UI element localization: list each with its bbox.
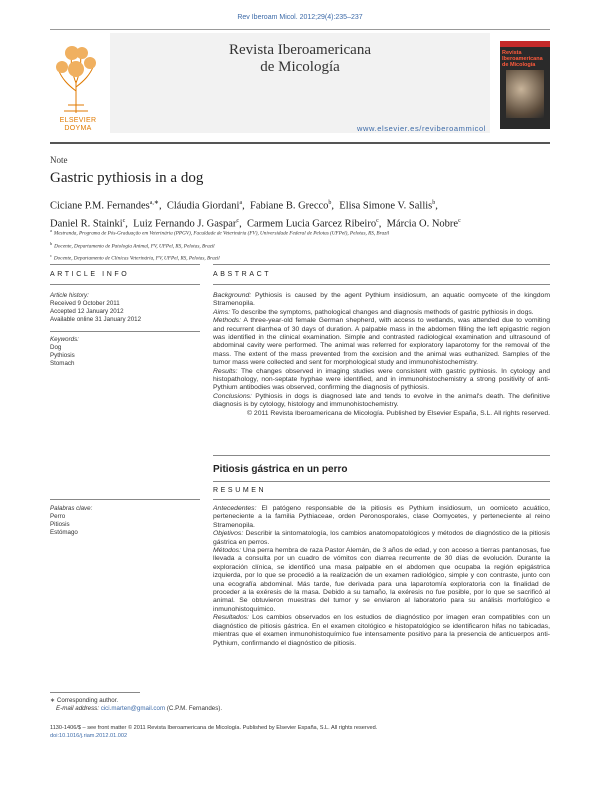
resumen-antecedentes-label: Antecedentes:	[213, 505, 257, 512]
keywords-rule	[50, 331, 200, 332]
author-affil-marker[interactable]: a,∗	[149, 200, 159, 206]
abstract-conclusions	[213, 393, 550, 410]
affiliation-label: a	[50, 228, 52, 233]
abstract-results-label: Results:	[213, 367, 238, 375]
affiliation-label: c	[50, 253, 52, 259]
author-name: Fabiane B. Grecco	[249, 200, 329, 212]
resumen-metodos-text: Una perra hembra de raza Pastor Alemán, de 3 años de edad, y con acceso a tierras pantanosas, fue llevada a consulta por un cuadro de vómitos con diarrea recurrente de 30 días de evolución. Durante la exploración clínica, se identificó una masa palpable en el abdomen que ocupaba la región epigástrica izquierda, por lo que se procedió a la realización de un examen radiológico, simple y con contraste, junto con una ecografía abdominal. Más tarde, fue derivada para una laparotomía exploratoria con la finalidad de proceder a la exéresis de la masa. Debido a su tamaño, la exéresis no fue posible, por lo que se sacrificó al animal. Se obtuvieron muestras del tumor y se enviaron al laboratorio para su análisis morfológico e inmunohistoquímico.	[213, 547, 551, 613]
spanish-keyword-item: Estómago	[50, 529, 78, 536]
header-top-rule	[50, 29, 550, 30]
resumen-metodos-label: Métodos:	[213, 547, 241, 555]
spanish-keyword-item: Perro	[50, 513, 66, 520]
journal-title-line1: Revista Iberoamericana	[228, 42, 371, 58]
journal-reference[interactable]: Rev Iberoam Micol. 2012;29(4):235–237	[237, 14, 363, 21]
abstract-background-text: Pythiosis is caused by the agent Pythium insidiosum, an aquatic oomycete of the kingdom Stramenopila.	[213, 292, 550, 308]
journal-cover-band	[500, 41, 550, 47]
page-footer	[50, 724, 377, 740]
author-name: Cláudia Giordani	[166, 200, 240, 212]
author-affil-marker[interactable]: c	[122, 217, 126, 224]
abstract-conclusions-label: Conclusions:	[213, 392, 252, 400]
corresponding-marker: ∗	[50, 697, 56, 704]
article-info-top-rule	[50, 264, 200, 265]
author-name: Elisa Simone V. Sallis	[339, 200, 433, 212]
affiliation-text: Mestranda, Programa de Pós-Graduação em Veterinária (PPGV), Faculdade de Veterinária (FV), Universidade Federal de Pelotas (UFPel), Pelotas, RS, Brazil	[53, 230, 390, 237]
publisher-logo-text	[50, 117, 106, 133]
author-affil-marker[interactable]: c	[458, 217, 461, 224]
abstract-methods-label: Methods:	[213, 317, 241, 325]
corresponding-author-note	[50, 697, 222, 713]
article-info-heading: ARTICLE INFO	[50, 271, 130, 278]
history-accepted: Accepted 12 January 2012	[50, 308, 124, 315]
journal-cover-image	[506, 70, 544, 118]
header-bottom-rule	[50, 142, 550, 144]
keyword-item: Stomach	[50, 360, 75, 367]
author-name: Carmem Lucia Garcez Ribeiro	[246, 218, 377, 229]
keyword-item: Pythiosis	[50, 352, 75, 359]
author-name: Luiz Fernando J. Gaspar	[133, 218, 237, 229]
author-affil-marker[interactable]: c	[236, 217, 240, 224]
abstract-aims-text: To describe the symptoms, pathological changes and diagnosis methods of gastric pythiosis in dogs.	[231, 308, 534, 316]
keyword-item: Dog	[50, 344, 62, 351]
author-affil-marker[interactable]: b	[432, 200, 436, 206]
journal-title-line2: de Micología	[260, 59, 340, 75]
email-label: E-mail address:	[56, 705, 99, 712]
resumen-metodos	[213, 547, 550, 614]
email-owner: (C.P.M. Fernandes).	[166, 705, 223, 712]
spanish-title-top-rule	[213, 455, 550, 456]
resumen-objetivos-label: Objetivos:	[213, 530, 244, 538]
article-type: Note	[50, 155, 68, 165]
article-title: Gastric pythiosis in a dog	[50, 170, 204, 186]
author-line-1: Ciciane P.M. Fernandes$^{a,∗}$, Cláudia Giordani$^a$, Fabiane B. Grecco$^b$, Elisa Simone V. Sallis$^b$,	[50, 200, 438, 212]
resumen-antecedentes-text: El patógeno responsable de la pitiosis es Pythium insidiosum, un oomiceto acuático, perteneciente a la familia Pythiaceae, orden Peronosporales, clase Oomycetes, y perteneciente al reino Stramenopila.	[213, 505, 550, 529]
resumen-objetivos	[213, 530, 550, 547]
doi-link[interactable]: doi:10.1016/j.riam.2012.01.002	[50, 733, 128, 739]
author-affil-marker[interactable]: c	[376, 217, 379, 224]
keywords-heading: Keywords:	[50, 336, 79, 343]
abstract-aims-label: Aims:	[213, 308, 230, 316]
spanish-keywords-heading: Palabras clave:	[50, 505, 93, 512]
resumen-sub-rule	[213, 499, 550, 500]
article-info-sub-rule	[50, 284, 200, 285]
resumen-heading: RESUMEN	[213, 487, 267, 494]
elsevier-tree-logo-icon	[50, 41, 102, 117]
affiliation-item	[50, 226, 570, 239]
abstract-sub-rule	[213, 284, 550, 285]
corresponding-author-line	[50, 697, 222, 705]
affiliations	[50, 226, 570, 264]
keywords	[50, 336, 200, 368]
abstract-results-text: The changes observed in imaging studies were consistent with gastric pythiosis. In cytology and histopathology, non-septate hyphae were identified, and in immunohistochemistry a strong positivity of anti-Pythium antibodies was observed, confirming the diagnosis of pythiosis.	[213, 367, 551, 392]
journal-title	[110, 42, 490, 76]
resumen-body	[213, 505, 550, 648]
abstract-background	[213, 292, 550, 309]
author-name: Daniel R. Stainki	[50, 218, 123, 229]
affiliation-text: Docente, Departamento de Patologia Animal, FV, UFPel, RS, Pelotas, Brazil	[54, 243, 215, 250]
corresponding-label: Corresponding author.	[56, 697, 119, 704]
abstract-conclusions-text: Pythiosis in dogs is diagnosed late and tends to evolve in the animal's death. The definitive diagnosis is by cytology, histology and immunohistochemistry.	[213, 392, 551, 409]
resumen-antecedentes	[213, 505, 550, 530]
footnote-rule	[50, 692, 140, 693]
abstract-aims	[213, 309, 550, 317]
resumen-objetivos-text: Describir la sintomatología, los cambios anatomopatológicos y métodos de diagnóstico de la pitiosis gástrica en perros.	[213, 530, 551, 546]
author-affil-marker[interactable]: b	[328, 200, 332, 206]
affiliation-label: b	[50, 240, 53, 246]
publisher-logo-line1: ELSEVIER	[59, 117, 97, 124]
author-affil-marker[interactable]: a	[239, 200, 243, 206]
abstract-heading: ABSTRACT	[213, 271, 272, 278]
corresponding-email-line	[50, 705, 222, 713]
author-name: Ciciane P.M. Fernandes	[50, 200, 150, 212]
affiliation-item	[50, 239, 570, 252]
publisher-logo-line2: DOYMA	[64, 125, 92, 132]
affiliation-item	[50, 251, 570, 264]
abstract-body	[213, 292, 550, 418]
spanish-title: Pitiosis gástrica en un perro	[213, 464, 348, 475]
abstract-top-rule	[213, 264, 550, 265]
author-name: Márcia O. Nobre	[386, 218, 459, 229]
abstract-background-label: Background:	[213, 292, 252, 299]
resumen-resultados-text: Los cambios observados en los estudios de diagnóstico por imagen eran compatibles con un diagnóstico de pitiosis gástrica. En el examen citológico e histopatológico se identificaron hifas no tabicadas, mientras que el examen inmunohistoquímico fue intensamente positivo para la presencia de anticuerpos anti-Pythium, confirmando el diagnóstico de pitiosis.	[213, 614, 550, 647]
abstract-results	[213, 368, 550, 393]
abstract-copyright: © 2011 Revista Iberoamericana de Micología. Published by Elsevier España, S.L. All rights reserved.	[247, 409, 550, 417]
spanish-keyword-item: Pitiosis	[50, 521, 70, 528]
affiliation-text: Docente, Departamento de Clínicas Veterinária, FV, UFPel, RS, Pelotas, Brazil	[53, 256, 220, 263]
history-received: Received 9 October 2011	[50, 300, 120, 307]
spanish-keywords	[50, 505, 200, 537]
author-line-2: Daniel R. Stainki$^c$, Luiz Fernando J. Gaspar$^c$, Carmem Lucia Garcez Ribeiro$^c$, Márcia O. Nobre$^c$	[50, 217, 461, 229]
footer-copyright-line: 1130-1406/$ – see front matter © 2011 Revista Iberoamericana de Micología. Published by Elsevier España, S.L. All rights reserved.	[50, 725, 378, 731]
abstract-methods	[213, 317, 550, 367]
history-online: Available online 31 January 2012	[50, 316, 142, 323]
resumen-top-rule	[213, 481, 550, 482]
article-history-heading: Article history:	[50, 292, 89, 299]
resumen-resultados-label: Resultados:	[213, 614, 249, 622]
spanish-keywords-rule	[50, 499, 200, 500]
resumen-resultados	[213, 614, 550, 648]
journal-url-link[interactable]: www.elsevier.es/reviberoammicol	[356, 124, 486, 133]
article-history	[50, 292, 200, 324]
abstract-methods-text: A three-year-old female German shepherd, with access to wetlands, was attended due to vomiting and recurrent diarrhea of 30 days of duration. A palpable mass in the abdomen filling the left epigastric region was identified in the clinical examination. Simple and contrasted radiological examination and ultrasound of abdominal cavity were performed. The animal was referred for exploratory laparotomy for the removal of the mass. The extent of the mass prevented from the excision and the animal was euthanized. Samples of the tumor mass were collected and sent for morphological study and immunohistochemistry.	[213, 317, 550, 367]
email-link[interactable]: cici.marten@gmail.com	[100, 705, 166, 712]
journal-cover-title: Revista Iberoamericana de Micología	[502, 50, 543, 68]
